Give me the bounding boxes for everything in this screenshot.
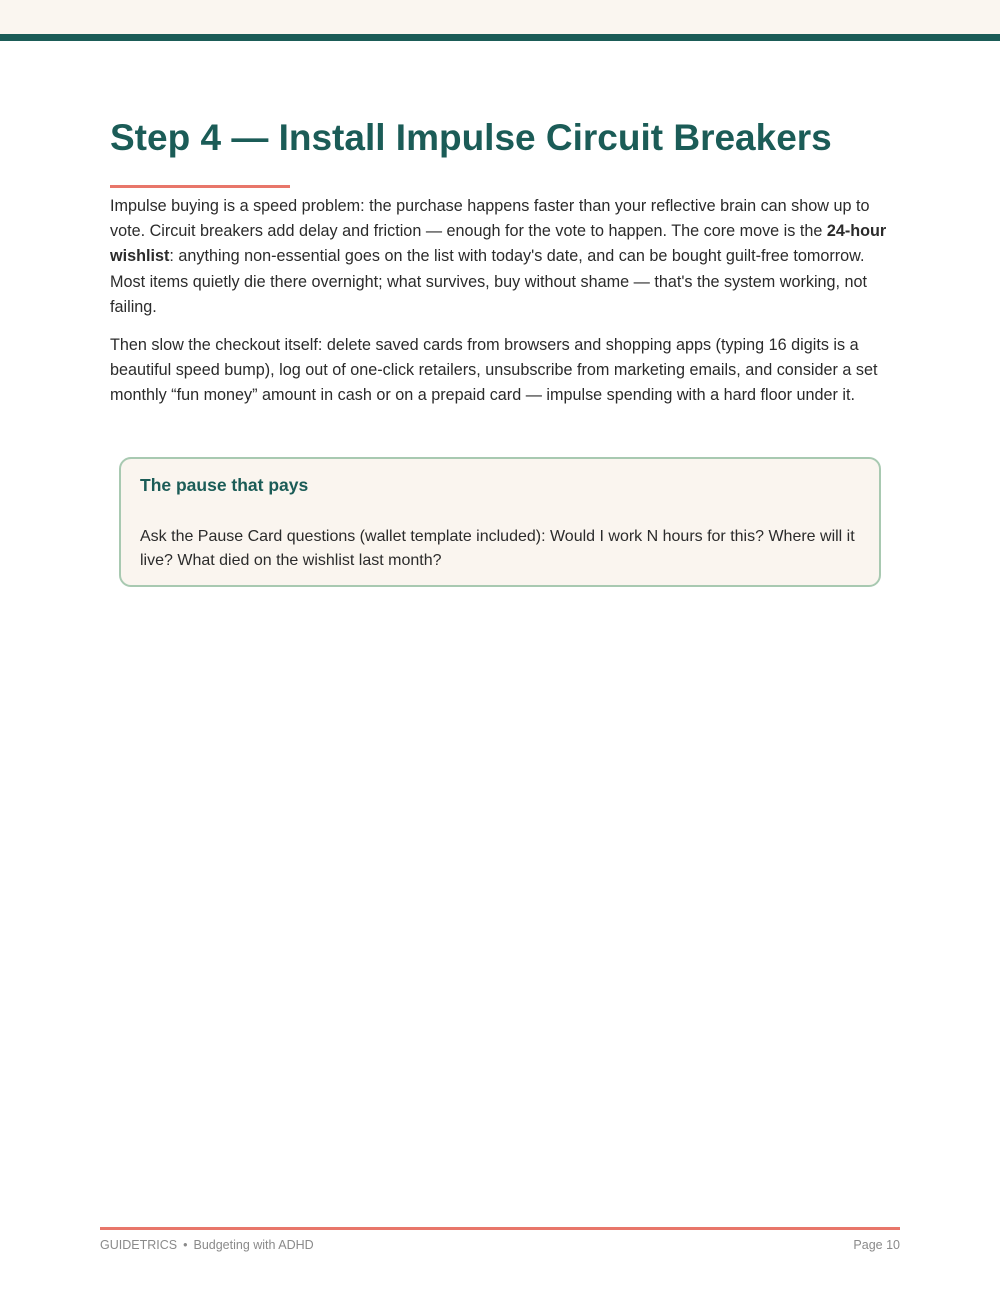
footer-separator: • xyxy=(183,1238,188,1252)
intro-paragraph xyxy=(110,194,895,320)
page-title: Step 4 — Install Impulse Circuit Breakers xyxy=(110,117,832,158)
page-number: Page 10 xyxy=(853,1238,900,1252)
intro-bold-term: 24-hour wishlist xyxy=(110,222,887,266)
checkout-paragraph: Then slow the checkout itself: delete saved cards from browsers and shopping apps (typing 16 digits is a beautiful speed bump), log out of one-click retailers, unsubscribe from marketing emails, and consider a set monthly “fun money” amount in cash or on a prepaid card — impulse spending with a hard floor under it. xyxy=(110,336,878,405)
intro-text-end: : anything non-essential goes on the list with today's date, and can be bought guilt-free tomorrow. Most items quietly die there overnight; what survives, buy without shame — that's the system working, not failing. xyxy=(110,247,868,316)
top-band xyxy=(0,0,1000,34)
intro-text-start: Impulse buying is a speed problem: the purchase happens faster than your reflective brain can show up to vote. Circuit breakers add delay and friction — enough for the vote to happen. The core move is the xyxy=(110,197,870,241)
callout-title: The pause that pays xyxy=(140,475,309,495)
footer-left xyxy=(100,1237,314,1253)
title-underline xyxy=(110,185,290,188)
footer-brand: GUIDETRICS xyxy=(100,1238,178,1252)
callout-text: Ask the Pause Card questions (wallet template included): Would I work N hours for this? Where will it live? What died on the wishlist last month? xyxy=(140,528,855,569)
footer-rule xyxy=(100,1227,900,1230)
tip-callout xyxy=(119,457,881,587)
top-rule xyxy=(0,34,1000,41)
footer-doc-title: Budgeting with ADHD xyxy=(193,1238,314,1252)
